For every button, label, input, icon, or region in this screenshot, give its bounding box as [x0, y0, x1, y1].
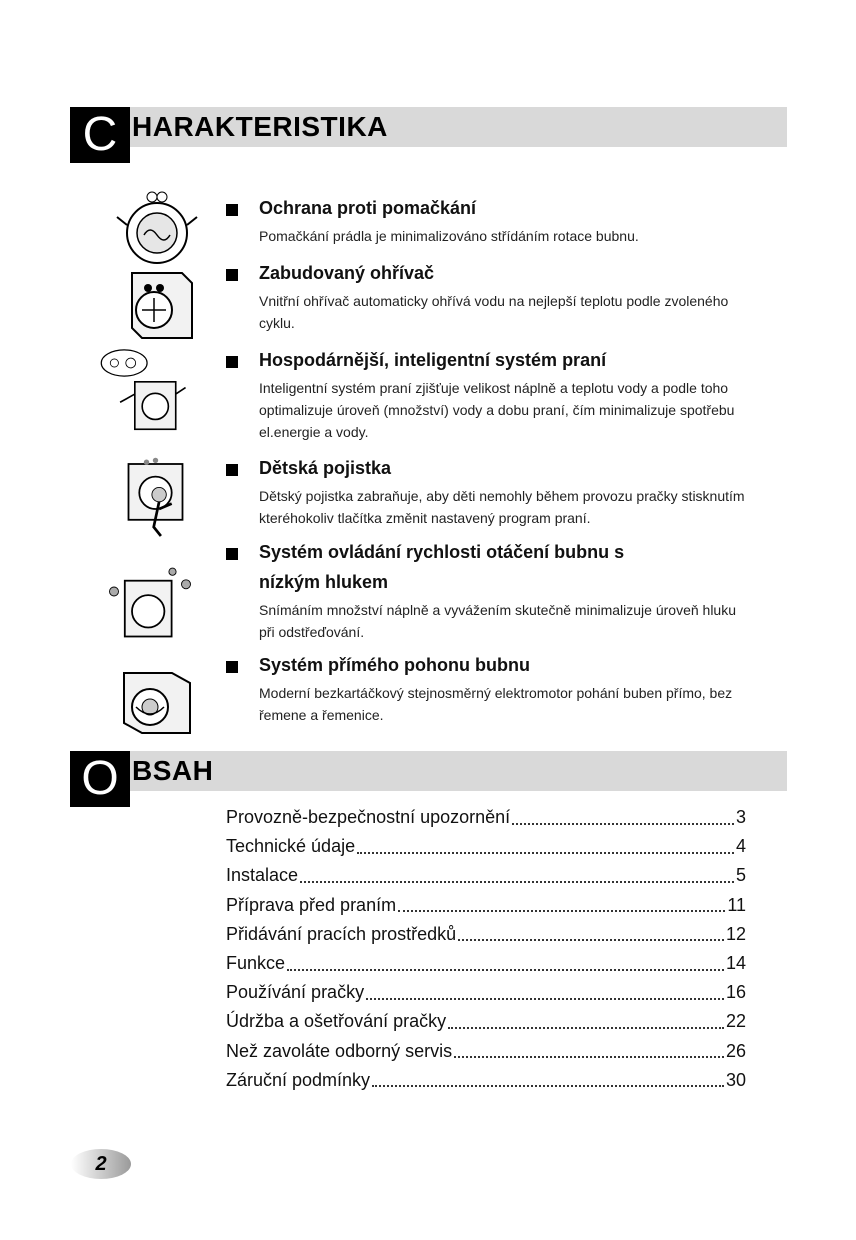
toc-page-number: 22 [725, 1011, 746, 1032]
feature-description: Pomačkání prádla je minimalizováno střídáním rotace bubnu. [259, 228, 639, 244]
bullet-square [226, 356, 238, 368]
feature-title: Systém ovládání rychlosti otáčení bubnu s nízkým hlukem [259, 542, 625, 592]
bullet-square [226, 548, 238, 560]
page-number-badge [70, 1148, 132, 1180]
toc-page-number: 16 [725, 982, 746, 1003]
feature-description: Moderní bezkartáčkový stejnosměrný elektromotor pohání buben přímo, bez řemene a řemenice. [259, 685, 733, 723]
toc-page-number: 12 [725, 923, 746, 944]
low-noise-washer-icon [105, 560, 195, 650]
direct-drive-washer-icon [112, 658, 202, 748]
toc-entry[interactable] [226, 803, 746, 832]
feature-title: Zabudovaný ohřívač [259, 263, 435, 283]
section-title: HARAKTERISTIKA [132, 111, 388, 142]
toc-entry[interactable] [226, 949, 746, 978]
toc-leader-dots [366, 998, 724, 1000]
section-initial-letter: O [70, 751, 130, 807]
toc-leader-dots [300, 881, 734, 883]
toc-label: Používání pračky [226, 982, 365, 1003]
feature-description: Inteligentní systém praní zjišťuje velikost náplně a teplotu vody a podle toho optimalizuje úroveň (množství) vody a dobu praní, čím minimalizuje spotřebu el.energie a vody. [259, 380, 735, 440]
toc-entry[interactable] [226, 1037, 746, 1066]
toc-entry[interactable] [226, 832, 746, 861]
toc-leader-dots [448, 1027, 724, 1029]
table-of-contents [226, 803, 746, 1095]
feature-title: Ochrana proti pomačkání [259, 198, 477, 218]
smart-wash-washer-icon [98, 345, 188, 435]
feature-description: Vnitřní ohřívač automaticky ohřívá vodu na nejlepší teplotu podle zvoleného cyklu. [259, 293, 729, 331]
feature-low-noise [226, 543, 746, 643]
toc-label: Provozně-bezpečnostní upozornění [226, 807, 511, 827]
child-lock-washer-icon [115, 455, 205, 545]
toc-page-number: 11 [727, 894, 746, 915]
toc-page-number: 3 [735, 807, 746, 827]
feature-title: Dětská pojistka [259, 458, 392, 478]
section-header-charakteristika [70, 107, 787, 161]
toc-leader-dots [398, 910, 725, 912]
toc-label: Příprava před praním [226, 894, 397, 915]
feature-anti-crease [226, 199, 746, 247]
heater-washer-icon [112, 258, 202, 348]
page-number: 2 [95, 1153, 107, 1175]
feature-direct-drive [226, 656, 746, 726]
bullet-square [226, 204, 238, 216]
toc-entry[interactable] [226, 920, 746, 949]
bullet-square [226, 464, 238, 476]
toc-leader-dots [287, 969, 724, 971]
toc-entry[interactable] [226, 1066, 746, 1095]
toc-leader-dots [458, 939, 724, 941]
toc-label: Přidávání pracích prostředků [226, 923, 457, 944]
toc-leader-dots [372, 1085, 724, 1087]
feature-heater [226, 264, 746, 334]
feature-title: Hospodárnější, inteligentní systém praní [259, 350, 607, 370]
toc-page-number: 30 [725, 1069, 746, 1090]
toc-label: Záruční podmínky [226, 1069, 371, 1090]
toc-leader-dots [357, 852, 734, 854]
toc-page-number: 4 [735, 836, 746, 857]
feature-smart-wash [226, 351, 746, 443]
bullet-square [226, 269, 238, 281]
bullet-square [226, 661, 238, 673]
toc-entry[interactable] [226, 1007, 746, 1036]
toc-entry[interactable] [226, 861, 746, 890]
toc-entry[interactable] [226, 891, 746, 920]
toc-label: Technické údaje [226, 836, 356, 857]
toc-page-number: 26 [725, 1040, 746, 1061]
section-initial-letter: C [70, 107, 130, 163]
feature-title: Systém přímého pohonu bubnu [259, 655, 530, 675]
section-header-obsah [70, 751, 787, 805]
feature-child-lock [226, 459, 746, 529]
toc-label: Údržba a ošetřování pračky [226, 1011, 447, 1032]
toc-leader-dots [454, 1056, 724, 1058]
toc-label: Instalace [226, 865, 299, 886]
toc-page-number: 5 [735, 865, 746, 886]
feature-description: Dětský pojistka zabraňuje, aby děti nemohly během provozu pračky stisknutím kteréhokoliv tlačítka změnit nastavený program praní. [259, 488, 745, 526]
feature-description: Snímáním množství náplně a vyvážením skutečně minimalizuje úroveň hluku při odstřeďování. [259, 602, 736, 640]
toc-entry[interactable] [226, 978, 746, 1007]
toc-label: Funkce [226, 953, 286, 974]
toc-label: Než zavoláte odborný servis [226, 1040, 453, 1061]
toc-leader-dots [512, 823, 734, 825]
section-title: BSAH [132, 755, 214, 786]
toc-page-number: 14 [725, 953, 746, 974]
